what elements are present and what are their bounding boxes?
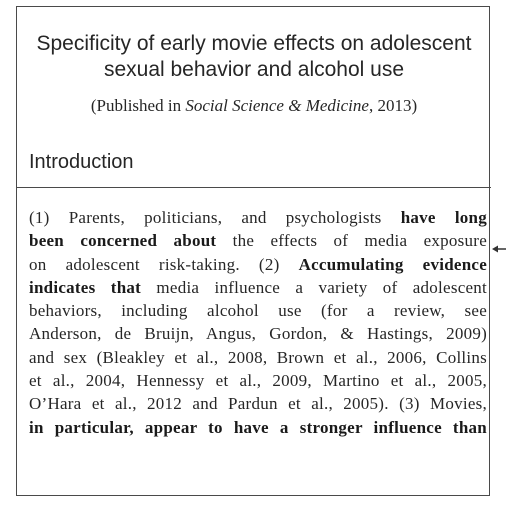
paragraph-line	[29, 346, 487, 369]
text-run: (1) Parents, politicians, and psychologists	[29, 208, 401, 227]
text-run: media influence a variety of adolescent	[141, 277, 488, 297]
published-suffix: , 2013)	[368, 96, 418, 115]
paragraph-line	[29, 229, 487, 252]
title-line-2: sexual behavior and alcohol use	[103, 58, 405, 81]
text-run: on adolescent risk-taking. (2)	[29, 254, 299, 274]
section-heading: Introduction	[29, 151, 134, 173]
text-run: Anderson, de Bruijn, Angus, Gordon, & Hastings, 2009)	[29, 324, 487, 344]
paragraph-line	[29, 299, 487, 322]
text-run: behaviors, including alcohol use (for a review, see	[29, 301, 487, 321]
paragraph-line	[29, 206, 487, 229]
text-run: and sex (Bleakley et al., 2008, Brown et al., 2006, Collins	[29, 347, 487, 367]
paragraph-line	[29, 416, 487, 439]
paragraph-line	[29, 369, 487, 392]
paragraph-line	[29, 392, 487, 415]
section-divider	[17, 187, 491, 188]
published-prefix: (Published in	[90, 96, 186, 115]
journal-name: Social Science & Medicine	[185, 96, 369, 115]
emphasized-text: indicates that	[29, 277, 142, 297]
emphasized-text: Accumulating evidence	[298, 254, 487, 274]
introduction-paragraph	[29, 206, 487, 439]
title-line-1: Specificity of early movie effects on adolescent	[36, 32, 472, 55]
document-title	[17, 31, 491, 83]
emphasized-text: been concerned about	[29, 231, 217, 251]
paragraph-line	[29, 253, 487, 276]
text-run: et al., 2004, Hennessy et al., 2009, Martino et al., 2005,	[29, 371, 487, 391]
document-frame	[16, 6, 490, 496]
paragraph-line	[29, 276, 487, 299]
publication-note	[17, 95, 491, 117]
paragraph-line	[29, 322, 487, 345]
emphasized-text: in particular, appear to have a stronger influence than	[29, 417, 487, 437]
text-run: the effects of media exposure	[216, 231, 487, 251]
text-run: O’Hara et al., 2012 and Pardun et al., 2005). (3) Movies,	[29, 394, 487, 414]
emphasized-text: have long	[400, 208, 487, 227]
arrow-left-icon	[492, 244, 506, 254]
